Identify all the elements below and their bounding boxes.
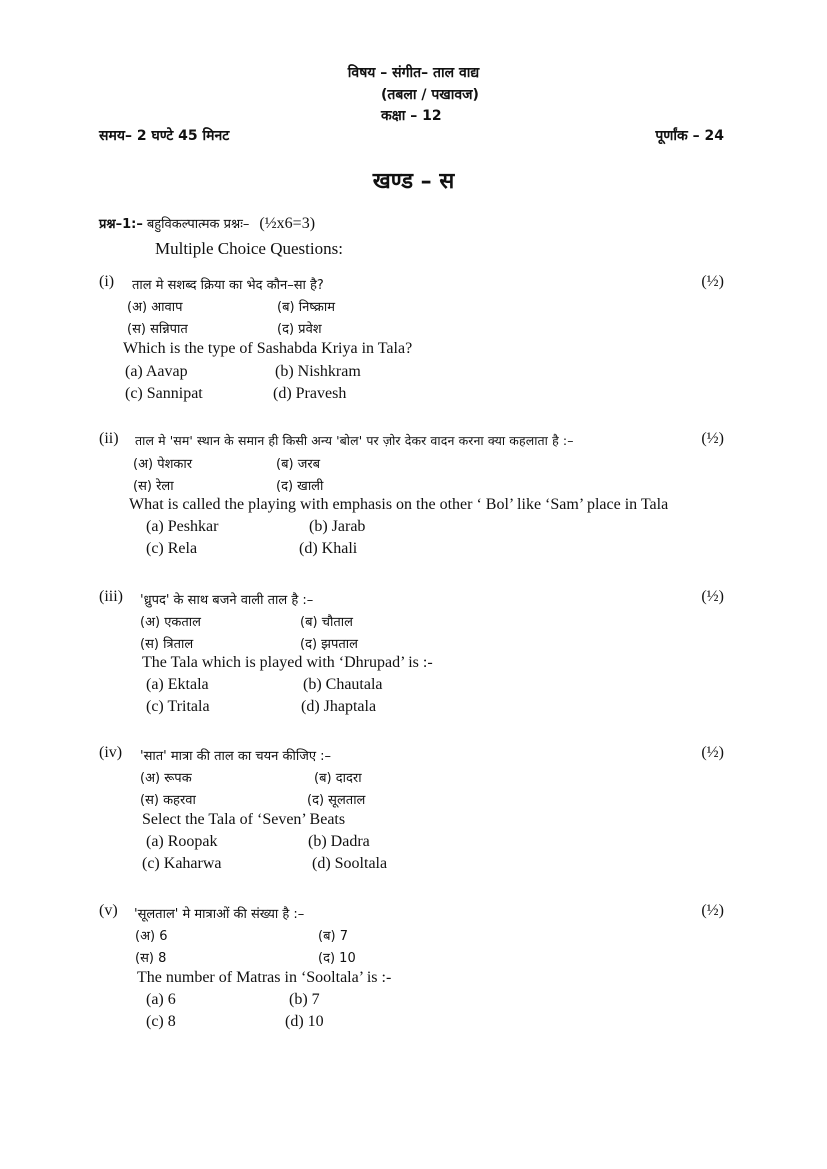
option-hi-c: (स) 8: [135, 951, 167, 966]
question-number: (v): [99, 902, 118, 919]
option-en-d: (d) Pravesh: [273, 385, 347, 402]
question-text-hi: 'सूलताल' मे मात्राओं की संख्या है :–: [134, 907, 305, 922]
option-hi-b: (ब) निष्क्राम: [277, 300, 335, 315]
option-hi-b: (ब) दादरा: [314, 771, 362, 786]
section-title: खण्ड – स: [372, 169, 455, 194]
question-text-hi: ताल मे सशब्द क्रिया का भेद कौन–सा है?: [132, 278, 324, 293]
option-hi-c: (स) रेला: [133, 479, 174, 494]
option-en-c: (c) Rela: [146, 540, 198, 557]
question-type-en: Multiple Choice Questions:: [155, 239, 343, 258]
option-en-c: (c) 8: [146, 1013, 176, 1030]
question-text-hi: ताल मे 'सम' स्थान के समान ही किसी अन्य 'बोल' पर ज़ोर देकर वादन करना क्या कहलाता है :–: [135, 433, 574, 448]
option-hi-a: (अ) 6: [135, 929, 168, 944]
question-marks: (½): [701, 588, 724, 605]
option-en-b: (b) Dadra: [308, 833, 370, 850]
question-text-en: The number of Matras in ‘Sooltala’ is :-: [137, 969, 392, 986]
question-text-hi: 'सात' मात्रा की ताल का चयन कीजिए :–: [140, 749, 332, 764]
question-number: (ii): [99, 430, 119, 447]
option-hi-d: (द) खाली: [276, 479, 324, 494]
option-en-c: (c) Tritala: [146, 698, 210, 715]
option-hi-d: (द) 10: [318, 951, 356, 966]
option-en-d: (d) Khali: [299, 540, 358, 557]
question-heading: [99, 214, 315, 233]
question-text-en: Which is the type of Sashabda Kriya in Tala?: [123, 340, 413, 357]
option-en-d: (d) Sooltala: [312, 855, 388, 872]
option-en-b: (b) 7: [289, 991, 320, 1008]
option-hi-c: (स) सन्निपात: [127, 322, 188, 337]
option-en-d: (d) 10: [285, 1013, 324, 1030]
option-hi-d: (द) प्रवेश: [277, 322, 322, 337]
option-en-b: (b) Chautala: [303, 676, 383, 693]
option-hi-d: (द) सूलताल: [307, 793, 366, 808]
question-marks: (½): [701, 902, 724, 919]
question-marks: (½x6=3): [259, 215, 316, 232]
option-en-b: (b) Jarab: [309, 518, 366, 535]
option-en-b: (b) Nishkram: [275, 363, 361, 380]
question-number: (iii): [99, 588, 123, 605]
question-text-en: The Tala which is played with ‘Dhrupad’ is :-: [142, 654, 433, 671]
option-hi-c: (स) त्रिताल: [140, 637, 194, 652]
subject-title: विषय – संगीत– ताल वाद्य: [347, 65, 480, 81]
option-hi-b: (ब) चौताल: [300, 615, 353, 630]
option-hi-b: (ब) जरब: [276, 457, 321, 472]
option-en-d: (d) Jhaptala: [301, 698, 377, 715]
question-marks: (½): [701, 430, 724, 447]
class-label: कक्षा – 12: [381, 108, 442, 124]
option-hi-d: (द) झपताल: [300, 637, 358, 652]
option-hi-a: (अ) एकताल: [140, 615, 201, 630]
question-text-en: What is called the playing with emphasis on the other ‘ Bol’ like ‘Sam’ place in Tala: [129, 496, 669, 513]
question-text-hi: 'ध्रुपद' के साथ बजने वाली ताल है :–: [140, 593, 314, 608]
question-marks: (½): [701, 273, 724, 290]
question-number: (iv): [99, 744, 123, 761]
option-en-a: (a) Roopak: [146, 833, 218, 850]
option-en-a: (a) Ektala: [146, 676, 209, 693]
instrument-subtitle: (तबला / पखावज): [381, 87, 479, 103]
option-hi-a: (अ) रूपक: [140, 771, 192, 786]
question-number: (i): [99, 273, 115, 290]
option-hi-a: (अ) आवाप: [127, 300, 183, 315]
option-en-a: (a) 6: [146, 991, 176, 1008]
option-en-a: (a) Aavap: [125, 363, 188, 380]
option-en-c: (c) Kaharwa: [142, 855, 222, 872]
time-label: समय– 2 घण्टे 45 मिनट: [99, 128, 230, 144]
question-marks: (½): [701, 744, 724, 761]
question-prefix: प्रश्न–1:–: [99, 217, 143, 232]
option-en-a: (a) Peshkar: [146, 518, 219, 535]
max-marks-label: पूर्णांक – 24: [655, 128, 724, 144]
option-hi-b: (ब) 7: [318, 929, 348, 944]
question-text-en: Select the Tala of ‘Seven’ Beats: [142, 811, 346, 828]
option-hi-a: (अ) पेशकार: [133, 457, 193, 472]
option-en-c: (c) Sannipat: [125, 385, 203, 402]
question-type-hi: बहुविकल्पात्मक प्रश्नः–: [146, 217, 250, 232]
option-hi-c: (स) कहरवा: [140, 793, 196, 808]
